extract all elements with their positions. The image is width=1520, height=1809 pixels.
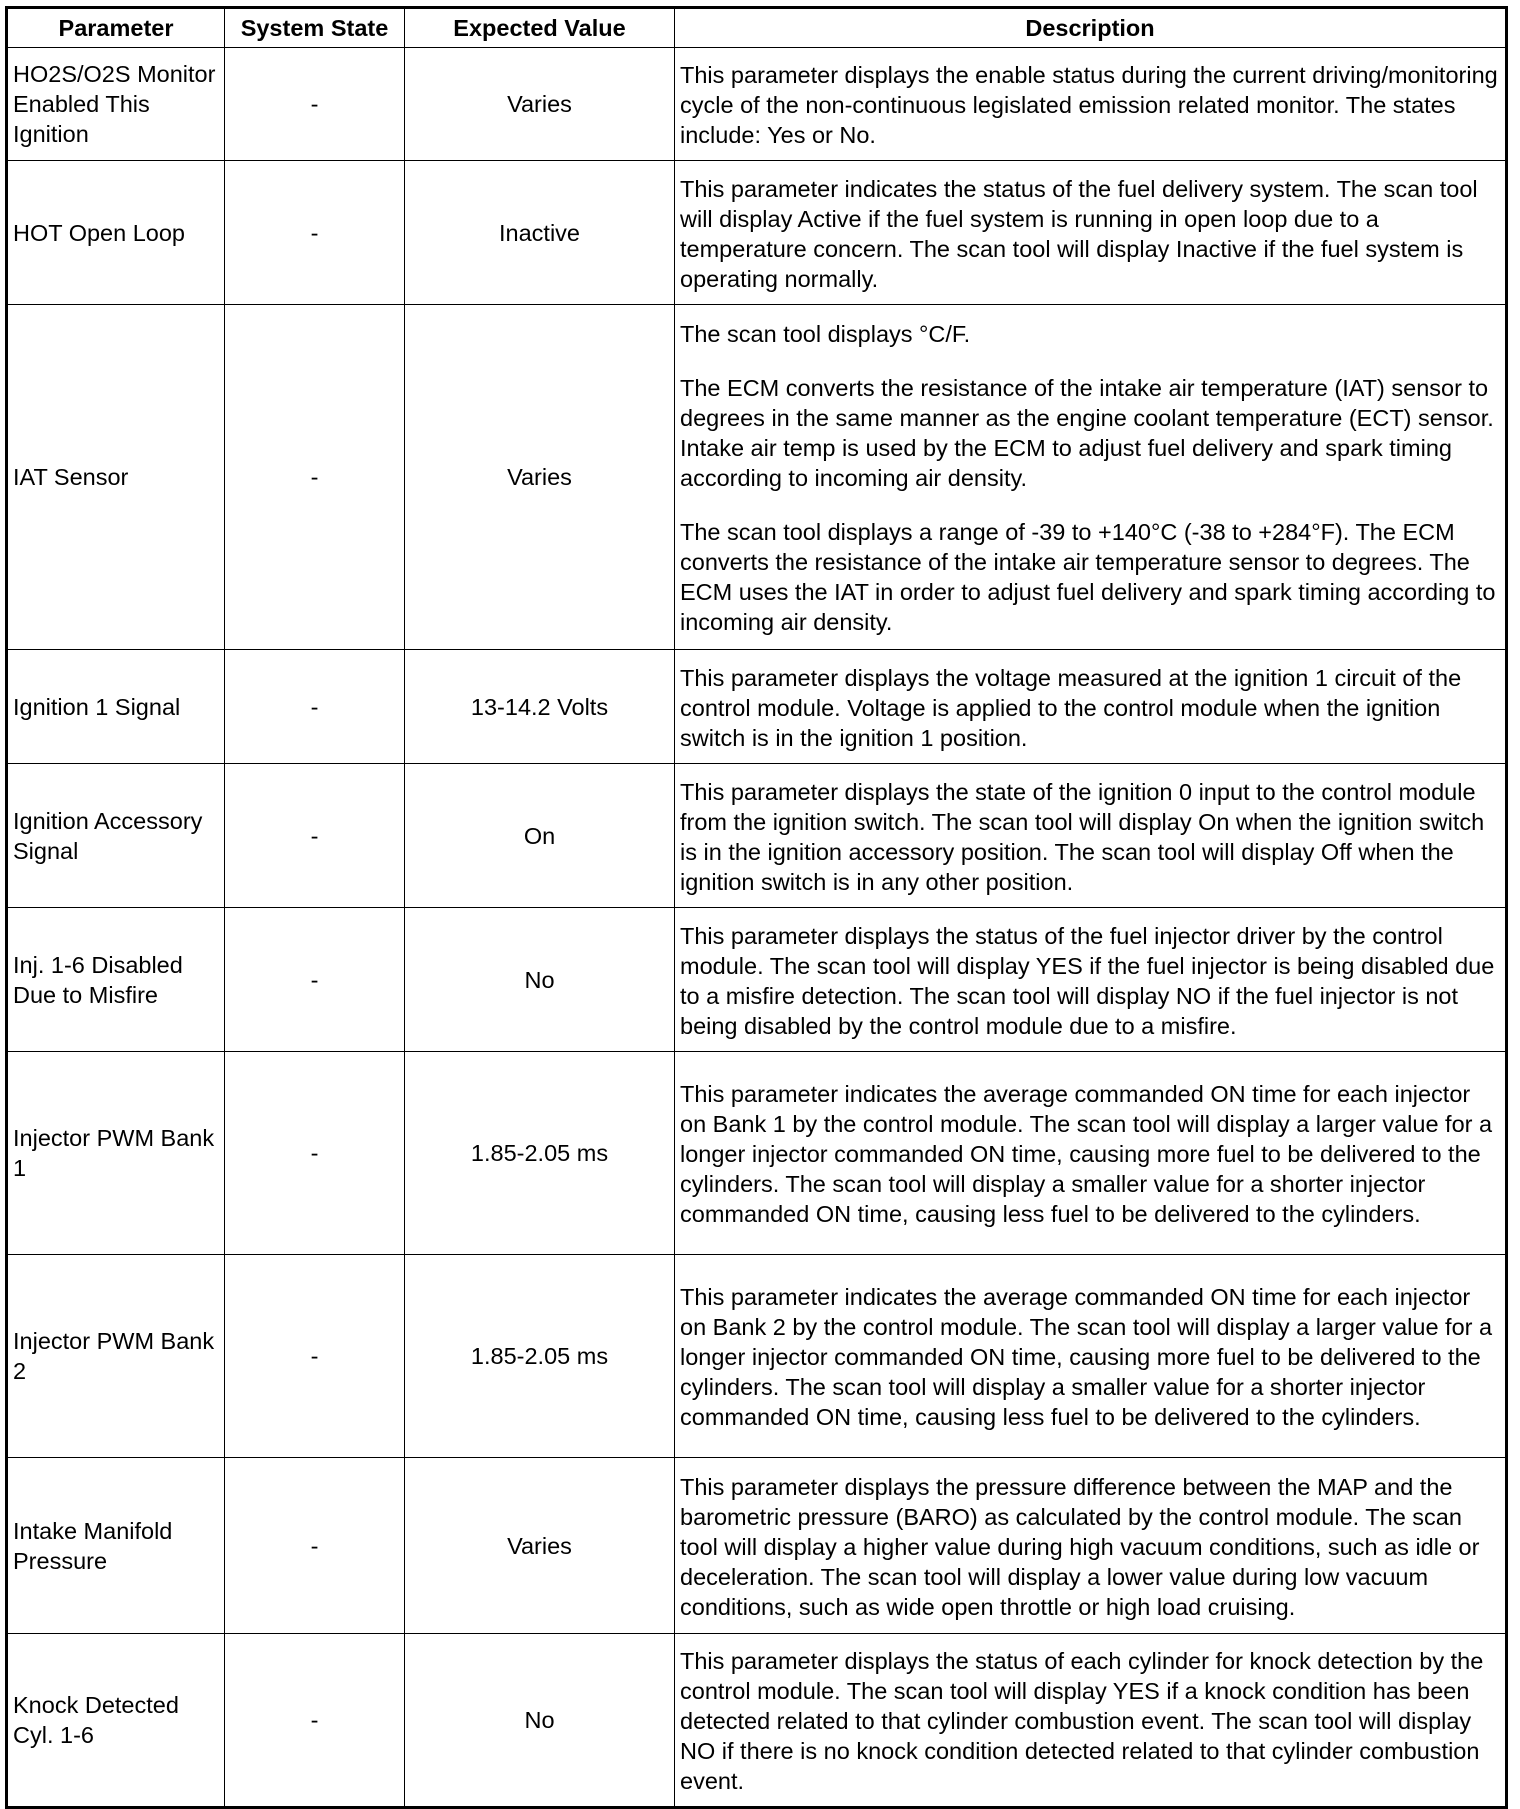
description-paragraph: This parameter displays the pressure difference between the MAP and the barometric pressure (BARO) as calculated by the control module. The scan tool will display a higher value during high vacuum conditions, such as idle or deceleration. The scan tool will display a lower value during low vacuum conditions, such as wide open throttle or high load cruising. — [680, 1473, 1480, 1620]
expected-value-cell: 13-14.2 Volts — [405, 650, 675, 764]
table-header — [7, 8, 1507, 48]
system-state-cell: - — [225, 161, 405, 305]
description-cell — [675, 1255, 1507, 1458]
expected-value-cell: Varies — [405, 305, 675, 650]
expected-value-cell: Varies — [405, 48, 675, 161]
table-row — [7, 908, 1507, 1052]
header-expected-value: Expected Value — [405, 8, 675, 48]
description-paragraph: This parameter displays the voltage measured at the ignition 1 circuit of the control module. Voltage is applied to the control module when the ignition switch is in the ignition 1 position. — [680, 664, 1462, 751]
system-state-cell: - — [225, 908, 405, 1052]
system-state-cell: - — [225, 1255, 405, 1458]
description-paragraph: This parameter displays the enable status during the current driving/monitoring cycle of the non-continuous legislated emission related monitor. The states include: Yes or No. — [680, 62, 1498, 148]
table-row — [7, 1052, 1507, 1255]
system-state-cell: - — [225, 48, 405, 161]
expected-value-cell: On — [405, 764, 675, 908]
description-paragraph: This parameter displays the state of the ignition 0 input to the control module from the ignition switch. The scan tool will display On when the ignition switch is in the ignition accessory position. The scan tool will display Off when the ignition switch is in any other position. — [680, 778, 1485, 895]
table-row — [7, 650, 1507, 764]
description-paragraph: The scan tool displays a range of -39 to +140°C (-38 to +284°F). The ECM converts the resistance of the intake air temperature sensor to degrees. The ECM uses the IAT in order to adjust fuel delivery and spark timing according to incoming air density. — [680, 519, 1496, 635]
parameter-cell: Ignition 1 Signal — [7, 650, 225, 764]
parameter-cell: HOT Open Loop — [7, 161, 225, 305]
system-state-cell: - — [225, 1458, 405, 1634]
description-paragraph: This parameter displays the status of each cylinder for knock detection by the control module. The scan tool will display YES if a knock condition has been detected related to that cylinder combustion event. The scan tool will display NO if there is no knock condition detected related to that cylinder combustion event. — [680, 1648, 1484, 1794]
description-cell — [675, 650, 1507, 764]
table-row — [7, 161, 1507, 305]
table-body — [7, 48, 1507, 1808]
description-paragraph: The scan tool displays °C/F. — [680, 321, 971, 347]
system-state-cell: - — [225, 1052, 405, 1255]
table-row — [7, 1458, 1507, 1634]
system-state-cell: - — [225, 1634, 405, 1808]
parameter-cell: Knock Detected Cyl. 1-6 — [7, 1634, 225, 1808]
description-cell — [675, 1634, 1507, 1808]
parameter-cell: Ignition Accessory Signal — [7, 764, 225, 908]
system-state-cell: - — [225, 305, 405, 650]
system-state-cell: - — [225, 764, 405, 908]
description-cell — [675, 48, 1507, 161]
table-row — [7, 48, 1507, 161]
description-paragraph: This parameter displays the status of the fuel injector driver by the control module. The scan tool will display YES if the fuel injector is being disabled due to a misfire detection. The scan tool will display NO if the fuel injector is not being disabled by the control module due to a misfire. — [680, 922, 1495, 1039]
description-cell — [675, 908, 1507, 1052]
expected-value-cell: No — [405, 908, 675, 1052]
description-cell — [675, 1052, 1507, 1255]
description-paragraph: This parameter indicates the average commanded ON time for each injector on Bank 1 by the control module. The scan tool will display a larger value for a longer injector commanded ON time, causing more fuel to be delivered to the cylinders. The scan tool will display a smaller value for a shorter injector commanded ON time, causing less fuel to be delivered to the cylinders. — [680, 1081, 1493, 1227]
header-row — [7, 8, 1507, 48]
description-cell — [675, 1458, 1507, 1634]
expected-value-cell: 1.85-2.05 ms — [405, 1255, 675, 1458]
description-paragraph: This parameter indicates the average commanded ON time for each injector on Bank 2 by the control module. The scan tool will display a larger value for a longer injector commanded ON time, causing more fuel to be delivered to the cylinders. The scan tool will display a smaller value for a shorter injector commanded ON time, causing less fuel to be delivered to the cylinders. — [680, 1284, 1493, 1430]
expected-value-cell: Varies — [405, 1458, 675, 1634]
parameter-cell: Intake Manifold Pressure — [7, 1458, 225, 1634]
header-parameter: Parameter — [7, 8, 225, 48]
table-row — [7, 1255, 1507, 1458]
description-cell — [675, 305, 1507, 650]
header-description: Description — [675, 8, 1507, 48]
system-state-cell: - — [225, 650, 405, 764]
description-paragraph: This parameter indicates the status of the fuel delivery system. The scan tool will display Active if the fuel system is running in open loop due to a temperature concern. The scan tool will display Inactive if the fuel system is operating normally. — [680, 175, 1478, 292]
parameter-cell: Injector PWM Bank 2 — [7, 1255, 225, 1458]
table-row — [7, 305, 1507, 650]
description-cell — [675, 161, 1507, 305]
expected-value-cell: Inactive — [405, 161, 675, 305]
description-cell — [675, 764, 1507, 908]
table-row — [7, 1634, 1507, 1808]
description-paragraph: The ECM converts the resistance of the intake air temperature (IAT) sensor to degrees in the same manner as the engine coolant temperature (ECT) sensor. Intake air temp is used by the ECM to adjust fuel delivery and spark timing according to incoming air density. — [680, 375, 1494, 491]
parameter-cell: IAT Sensor — [7, 305, 225, 650]
table-row — [7, 764, 1507, 908]
parameter-cell: Inj. 1-6 Disabled Due to Misfire — [7, 908, 225, 1052]
expected-value-cell: No — [405, 1634, 675, 1808]
expected-value-cell: 1.85-2.05 ms — [405, 1052, 675, 1255]
parameter-cell: HO2S/O2S Monitor Enabled This Ignition — [7, 48, 225, 161]
parameter-table — [5, 6, 1508, 1809]
header-system-state: System State — [225, 8, 405, 48]
parameter-cell: Injector PWM Bank 1 — [7, 1052, 225, 1255]
